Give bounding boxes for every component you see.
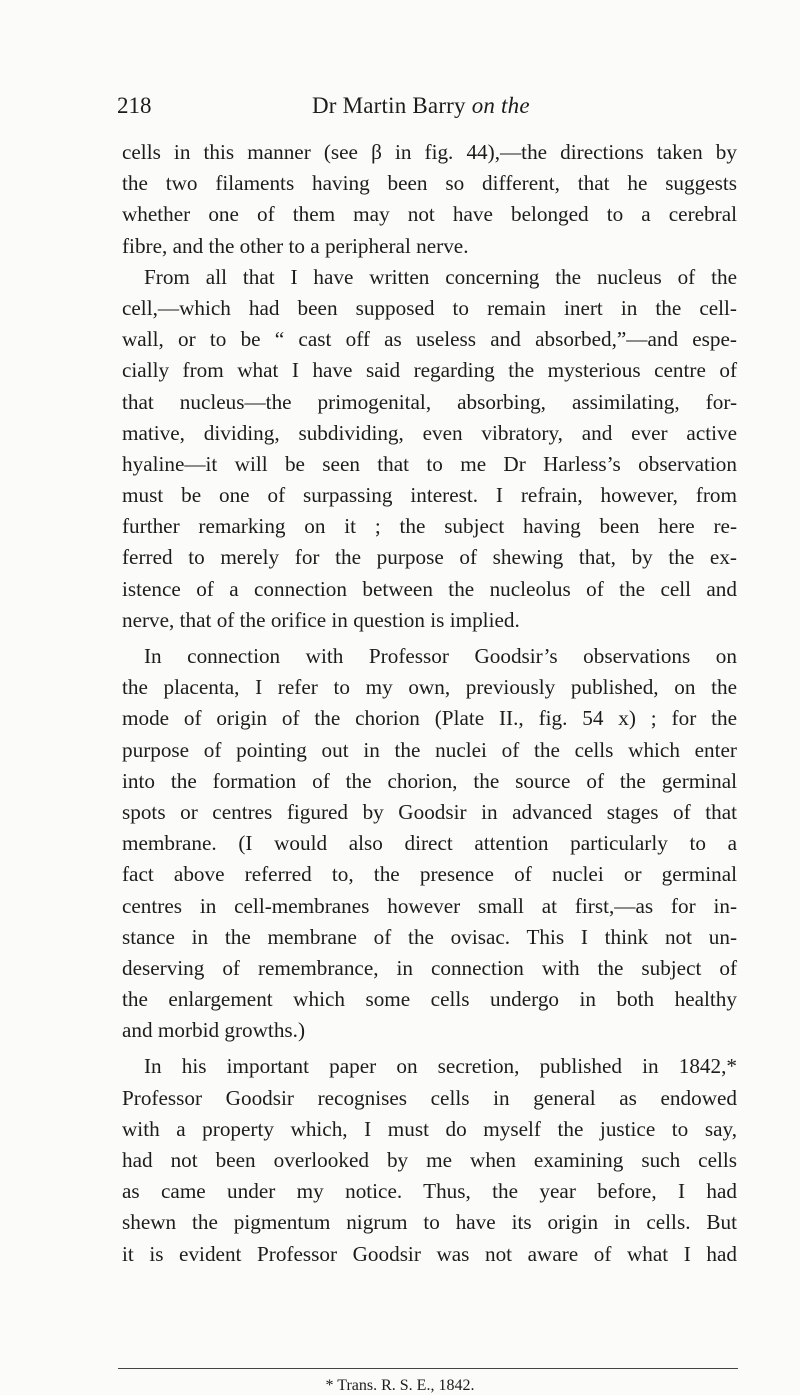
text-line: cell,—which had been supposed to remain inert in the cell-: [122, 295, 737, 320]
text-line: with a property which, I must do myself the justice to say,: [122, 1116, 737, 1141]
text-line: cells in this manner (see β in fig. 44),—the directions taken by: [122, 140, 737, 164]
text-line: From all that I have written concerning the nucleus of the: [144, 264, 737, 289]
text-line: as came under my notice. Thus, the year before, I had: [122, 1179, 737, 1204]
running-title-italic: on the: [471, 93, 530, 118]
text-line: In connection with Professor Goodsir’s observations on: [144, 644, 737, 668]
footnote: * Trans. R. S. E., 1842.: [325, 1377, 475, 1394]
text-line: membrane. (I would also direct attention particularly to a: [122, 831, 737, 856]
text-line: must be one of surpassing interest. I refrain, however, from: [122, 483, 737, 508]
text-line: fact above referred to, the presence of nuclei or germinal: [122, 862, 737, 887]
text-line: purpose of pointing out in the nuclei of the cells which enter: [122, 737, 737, 762]
text-line: stance in the membrane of the ovisac. This I think not un-: [122, 924, 737, 949]
text-line: whether one of them may not have belonged to a cerebral: [122, 202, 737, 227]
text-line: nerve, that of the orifice in question is implied.: [122, 607, 520, 632]
text-line: it is evident Professor Goodsir was not aware of what I had: [122, 1241, 737, 1266]
running-title-main: Dr Martin Barry: [312, 93, 466, 118]
text-line: mative, dividing, subdividing, even vibratory, and ever active: [122, 420, 737, 445]
text-line: further remarking on it ; the subject having been here re-: [122, 514, 737, 539]
text-line: istence of a connection between the nucleolus of the cell and: [122, 576, 737, 601]
text-line: Professor Goodsir recognises cells in general as endowed: [122, 1085, 737, 1110]
text-line: centres in cell-membranes however small at first,—as for in-: [122, 893, 737, 918]
text-line: wall, or to be “ cast off as useless and absorbed,”—and espe-: [122, 327, 737, 352]
text-line: the enlargement which some cells undergo in both healthy: [122, 987, 737, 1012]
text-line: mode of origin of the chorion (Plate II., fig. 54 x) ; for the: [122, 706, 737, 731]
text-line: ferred to merely for the purpose of shewing that, by the ex-: [122, 545, 737, 570]
text-line: shewn the pigmentum nigrum to have its origin in cells. But: [122, 1210, 737, 1235]
running-title: [312, 93, 530, 119]
page-number: 218: [117, 93, 152, 118]
text-line: the two filaments having been so different, that he suggests: [122, 171, 737, 196]
text-line: the placenta, I refer to my own, previously published, on the: [122, 675, 737, 700]
text-line: had not been overlooked by me when examining such cells: [122, 1148, 737, 1172]
text-line: deserving of remembrance, in connection with the subject of: [122, 955, 737, 980]
text-line: that nucleus—the primogenital, absorbing, assimilating, for-: [122, 389, 737, 414]
text-line: fibre, and the other to a peripheral nerve.: [122, 233, 469, 258]
text-line: hyaline—it will be seen that to me Dr Harless’s observation: [122, 451, 737, 476]
text-line: into the formation of the chorion, the source of the germinal: [122, 768, 737, 793]
footnote-rule: [118, 1368, 738, 1369]
text-line: and morbid growths.): [122, 1018, 306, 1043]
text-line: cially from what I have said regarding the mysterious centre of: [122, 358, 737, 383]
text-line: spots or centres figured by Goodsir in advanced stages of that: [122, 799, 737, 824]
page-header: [117, 93, 717, 123]
text-line: In his important paper on secretion, published in 1842,*: [144, 1054, 737, 1079]
body-text: [122, 137, 737, 1270]
